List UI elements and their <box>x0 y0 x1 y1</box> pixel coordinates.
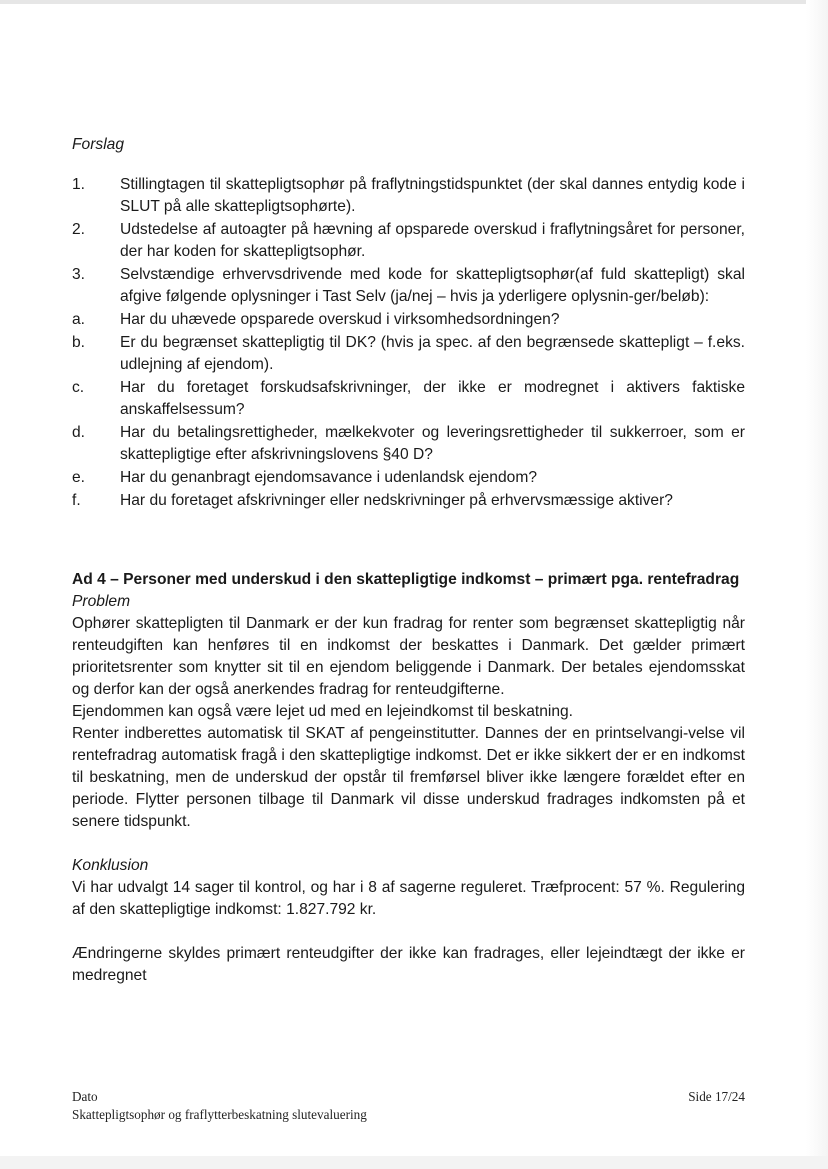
ad4-section <box>72 569 745 987</box>
list-item <box>72 490 745 512</box>
scan-edge-top <box>0 0 828 4</box>
list-item-text: Er du begrænset skattepligtig til DK? (hvis ja spec. af den begrænsede skattepligt – f.eks. udlejning af ejendom). <box>120 334 745 373</box>
list-item <box>72 174 745 218</box>
scan-edge-bottom <box>0 1156 828 1169</box>
list-marker: 2. <box>72 221 86 238</box>
list-marker: c. <box>72 379 85 396</box>
problem-label: Problem <box>72 593 131 610</box>
proposal-list <box>72 174 745 513</box>
list-marker: b. <box>72 334 86 351</box>
footer-date-label: Dato <box>72 1089 98 1104</box>
list-item <box>72 377 745 421</box>
konklusion-paragraph-2: Ændringerne skyldes primært renteudgifter der ikke kan fradrages, eller lejeindtægt der ikke er medregnet <box>72 945 745 984</box>
konklusion-paragraph-1: Vi har udvalgt 14 sager til kontrol, og har i 8 af sagerne reguleret. Træfprocent: 57 %. Regulering af den skattepligtige indkomst: 1.827.792 kr. <box>72 879 745 918</box>
list-marker: 1. <box>72 176 86 193</box>
list-item <box>72 309 745 331</box>
list-item-text: Har du foretaget forskudsafskrivninger, der ikke er modregnet i aktivers faktiske anskaffelsessum? <box>120 379 745 418</box>
footer-document-title: Skattepligtsophør og fraflytterbeskatning slutevaluering <box>72 1107 367 1122</box>
list-marker: a. <box>72 311 86 328</box>
section-heading: Ad 4 – Personer med underskud i den skattepligtige indkomst – primært pga. rentefradrag <box>72 571 740 588</box>
list-item <box>72 422 745 466</box>
list-item-text: Har du genanbragt ejendomsavance i udenlandsk ejendom? <box>120 469 537 486</box>
list-marker: 3. <box>72 266 86 283</box>
list-item <box>72 219 745 263</box>
problem-paragraph-2: Ejendommen kan også være lejet ud med en lejeindkomst til beskatning. <box>72 703 574 720</box>
list-item <box>72 467 745 489</box>
spacer <box>72 833 745 855</box>
scan-edge-right <box>806 0 828 1169</box>
forslag-heading: Forslag <box>72 136 124 153</box>
list-item-text: Selvstændige erhvervsdrivende med kode for skattepligtsophør(af fuld skattepligt) skal afgive følgende oplysninger i Tast Selv (ja/nej – hvis ja yderligere oplysnin-ger/beløb): <box>120 266 745 305</box>
konklusion-label: Konklusion <box>72 857 149 874</box>
problem-paragraph-1: Ophører skattepligten til Danmark er der kun fradrag for renter som begrænset skattepligtig når renteudgiften kan henføres til en indkomst der beskattes i Danmark. Det gælder primært prioritetsrenter som knytter sit til en ejendom beliggende i Danmark. Der betales ejendomsskat og derfor kan der også anerkendes fradrag for renteudgifterne. <box>72 615 745 698</box>
list-item-text: Har du foretaget afskrivninger eller nedskrivninger på erhvervsmæssige aktiver? <box>120 492 673 509</box>
list-item-text: Udstedelse af autoagter på hævning af opsparede overskud i fraflytningsåret for personer, der har koden for skattepligtsophør. <box>120 221 745 260</box>
list-item-text: Har du uhævede opsparede overskud i virksomhedsordningen? <box>120 311 560 328</box>
list-item <box>72 264 745 308</box>
spacer <box>72 921 745 943</box>
list-item-text: Har du betalingsrettigheder, mælkekvoter og leveringsrettigheder til sukkerroer, som er skattepligtige efter afskrivningslovens §40 D? <box>120 424 745 463</box>
list-marker: e. <box>72 469 86 486</box>
page-footer <box>72 1088 745 1124</box>
problem-paragraph-3: Renter indberettes automatisk til SKAT af pengeinstitutter. Dannes der en printselvangi-velse vil rentefradrag automatisk fragå i den skattepligtige indkomst. Det er ikke sikkert der er en indkomst til beskatning, men de underskud der opstår til fremførsel bliver ikke længere forældet efter en periode. Flytter personen tilbage til Danmark vil disse underskud fradrages indkomsten på et senere tidspunkt. <box>72 725 745 830</box>
list-marker: f. <box>72 492 81 509</box>
list-item-text: Stillingtagen til skattepligtsophør på fraflytningstidspunktet (der skal dannes entydig kode i SLUT på alle skattepligtsophørte). <box>120 176 745 215</box>
list-marker: d. <box>72 424 86 441</box>
footer-page-number: Side 17/24 <box>688 1089 745 1104</box>
list-item <box>72 332 745 376</box>
